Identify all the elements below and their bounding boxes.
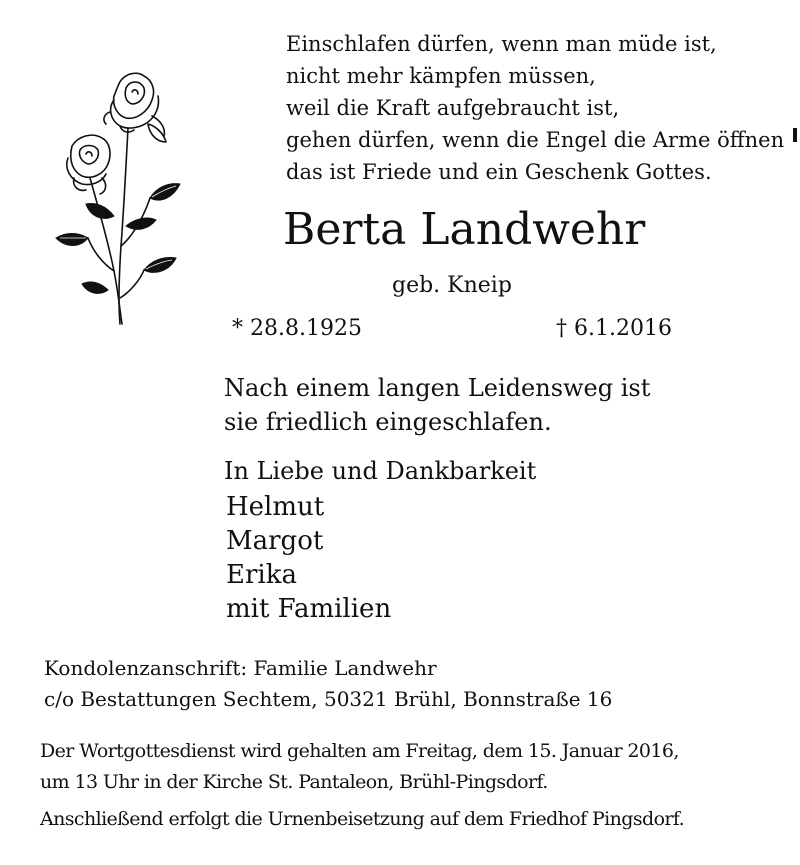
death-date: † 6.1.2016 xyxy=(556,316,672,341)
deceased-name: Berta Landwehr xyxy=(283,204,646,255)
maiden-name: geb. Kneip xyxy=(392,273,512,298)
birth-date: * 28.8.1925 xyxy=(232,316,362,341)
service-line: Anschließend erfolgt die Urnenbeisetzung auf dem Friedhof Pingsdorf. xyxy=(40,808,685,830)
message-line: sie friedlich eingeschlafen. xyxy=(224,408,552,436)
mourner: Helmut xyxy=(226,492,325,522)
poem-line: gehen dürfen, wenn die Engel die Arme öffnen xyxy=(286,128,785,152)
address-line: Kondolenzanschrift: Familie Landwehr xyxy=(44,656,437,680)
mourner: Margot xyxy=(226,526,324,556)
closing-phrase: In Liebe und Dankbarkeit xyxy=(224,457,537,485)
rose-icon xyxy=(48,66,188,328)
mourner: Erika xyxy=(226,560,297,590)
condolence-address xyxy=(44,653,612,715)
message xyxy=(224,371,650,439)
poem xyxy=(286,28,784,188)
edge-mark xyxy=(793,128,797,142)
service-line: um 13 Uhr in der Kirche St. Pantaleon, Brühl-Pingsdorf. xyxy=(40,771,548,793)
mourners-list xyxy=(226,490,391,626)
poem-line: nicht mehr kämpfen müssen, xyxy=(286,64,596,88)
message-line: Nach einem langen Leidensweg ist xyxy=(224,374,651,402)
service-info xyxy=(40,736,684,835)
poem-line: weil die Kraft aufgebraucht ist, xyxy=(286,96,620,120)
poem-line: das ist Friede und ein Geschenk Gottes. xyxy=(286,160,712,184)
mourner: mit Familien xyxy=(226,594,392,624)
service-line: Der Wortgottesdienst wird gehalten am Freitag, dem 15. Januar 2016, xyxy=(40,740,679,762)
poem-line: Einschlafen dürfen, wenn man müde ist, xyxy=(286,32,717,56)
address-line: c/o Bestattungen Sechtem, 50321 Brühl, Bonnstraße 16 xyxy=(44,687,613,711)
